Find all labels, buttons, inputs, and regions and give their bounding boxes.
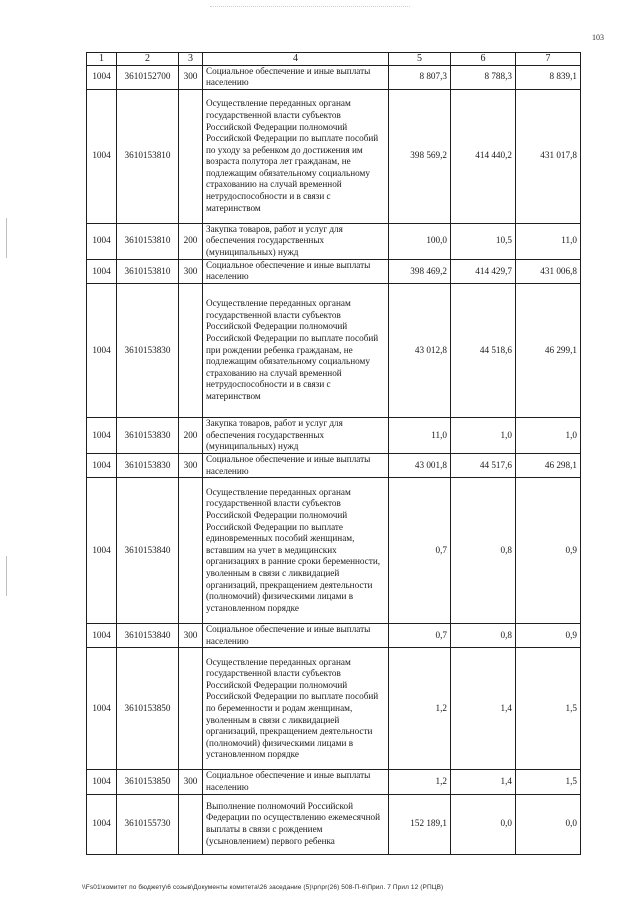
- table-row: [87, 794, 581, 854]
- column-header: 2: [117, 53, 179, 66]
- amount-year-3-cell: 0,9: [516, 478, 581, 624]
- item-name-cell: Осуществление переданных органам государственной власти субъектов Российской Федерации полномочий Российской Федерации по выплате пособий при рождении ребенка гражданам, не подлежащим обязательному социальному страхованию на случай временной нетрудоспособности и в связи с материнством: [203, 283, 389, 417]
- amount-year-1-cell: 0,7: [389, 478, 451, 624]
- item-name-cell: Закупка товаров, работ и услуг для обеспечения государственных (муниципальных) нужд: [203, 223, 389, 259]
- amount-year-1-cell: 11,0: [389, 417, 451, 453]
- amount-year-1-cell: 8 807,3: [389, 65, 451, 89]
- target-article-cell: 3610153850: [117, 770, 179, 794]
- amount-year-1-cell: 398 469,2: [389, 259, 451, 283]
- section-code-cell: 1004: [87, 89, 117, 223]
- table-row: [87, 453, 581, 477]
- target-article-cell: 3610152700: [117, 65, 179, 89]
- amount-year-3-cell: 1,0: [516, 417, 581, 453]
- table-row: [87, 259, 581, 283]
- target-article-cell: 3610153830: [117, 453, 179, 477]
- expense-type-cell: 200: [179, 417, 203, 453]
- section-code-cell: 1004: [87, 417, 117, 453]
- expense-type-cell: 300: [179, 453, 203, 477]
- section-code-cell: 1004: [87, 223, 117, 259]
- item-name-cell: Социальное обеспечение и иные выплаты населению: [203, 259, 389, 283]
- amount-year-3-cell: 431 017,8: [516, 89, 581, 223]
- expense-type-cell: 300: [179, 624, 203, 648]
- target-article-cell: 3610153810: [117, 259, 179, 283]
- expense-type-cell: [179, 89, 203, 223]
- amount-year-2-cell: 414 440,2: [451, 89, 516, 223]
- expense-type-cell: 300: [179, 770, 203, 794]
- expense-type-cell: 300: [179, 259, 203, 283]
- amount-year-2-cell: 1,4: [451, 770, 516, 794]
- table-row: [87, 648, 581, 770]
- amount-year-2-cell: 1,4: [451, 648, 516, 770]
- target-article-cell: 3610153830: [117, 283, 179, 417]
- item-name-cell: Социальное обеспечение и иные выплаты населению: [203, 65, 389, 89]
- amount-year-1-cell: 43 001,8: [389, 453, 451, 477]
- item-name-cell: Социальное обеспечение и иные выплаты населению: [203, 453, 389, 477]
- amount-year-2-cell: 0,8: [451, 624, 516, 648]
- target-article-cell: 3610153830: [117, 417, 179, 453]
- amount-year-2-cell: 8 788,3: [451, 65, 516, 89]
- section-code-cell: 1004: [87, 794, 117, 854]
- expense-type-cell: [179, 478, 203, 624]
- column-header: 1: [87, 53, 117, 66]
- expense-type-cell: 200: [179, 223, 203, 259]
- table-row: [87, 65, 581, 89]
- section-code-cell: 1004: [87, 65, 117, 89]
- item-name-cell: Выполнение полномочий Российской Федерации по осуществлению ежемесячной выплаты в связи с рождением (усыновлением) первого ребенка: [203, 794, 389, 854]
- amount-year-2-cell: 44 518,6: [451, 283, 516, 417]
- amount-year-3-cell: 431 006,8: [516, 259, 581, 283]
- expense-type-cell: [179, 283, 203, 417]
- table-header-row: [87, 53, 581, 66]
- item-name-cell: Осуществление переданных органам государственной власти субъектов Российской Федерации полномочий Российской Федерации по выплате пособий по беременности и родам женщинам, уволенным в связи с ликвидацией организаций, прекращением деятельности (полномочий) физическими лицами в установленном порядке: [203, 648, 389, 770]
- section-code-cell: 1004: [87, 259, 117, 283]
- amount-year-2-cell: 10,5: [451, 223, 516, 259]
- table-row: [87, 283, 581, 417]
- section-code-cell: 1004: [87, 478, 117, 624]
- page-number: 103: [592, 33, 604, 42]
- amount-year-1-cell: 1,2: [389, 770, 451, 794]
- target-article-cell: 3610155730: [117, 794, 179, 854]
- scan-artifact: [210, 6, 410, 8]
- column-header: 7: [516, 53, 581, 66]
- table-row: [87, 417, 581, 453]
- item-name-cell: Закупка товаров, работ и услуг для обеспечения государственных (муниципальных) нужд: [203, 417, 389, 453]
- amount-year-2-cell: 0,0: [451, 794, 516, 854]
- scan-margin-mark: [6, 556, 7, 596]
- amount-year-3-cell: 8 839,1: [516, 65, 581, 89]
- amount-year-1-cell: 100,0: [389, 223, 451, 259]
- table-row: [87, 478, 581, 624]
- target-article-cell: 3610153840: [117, 478, 179, 624]
- amount-year-3-cell: 11,0: [516, 223, 581, 259]
- amount-year-1-cell: 398 569,2: [389, 89, 451, 223]
- table-row: [87, 223, 581, 259]
- target-article-cell: 3610153810: [117, 89, 179, 223]
- table-row: [87, 624, 581, 648]
- item-name-cell: Социальное обеспечение и иные выплаты населению: [203, 624, 389, 648]
- section-code-cell: 1004: [87, 283, 117, 417]
- expense-type-cell: [179, 794, 203, 854]
- amount-year-1-cell: 43 012,8: [389, 283, 451, 417]
- amount-year-3-cell: 46 299,1: [516, 283, 581, 417]
- amount-year-2-cell: 414 429,7: [451, 259, 516, 283]
- file-path-footer: \\Fs01\комитет по бюджету\6 созыв\Документы комитета\26 заседание (5)\pr\pr(26) 508-П-6\Прил. 7 Прил 12 (РПЦВ): [82, 884, 444, 891]
- amount-year-1-cell: 0,7: [389, 624, 451, 648]
- target-article-cell: 3610153810: [117, 223, 179, 259]
- budget-table: [86, 52, 581, 855]
- item-name-cell: Осуществление переданных органам государственной власти субъектов Российской Федерации полномочий Российской Федерации по выплате единовременных пособий женщинам, вставшим на учет в медицинских организациях в ранние сроки беременности, уволенным в связи с ликвидацией организаций, прекращением деятельности (полномочий) физическими лицами в установленном порядке: [203, 478, 389, 624]
- column-header: 4: [203, 53, 389, 66]
- amount-year-3-cell: 0,9: [516, 624, 581, 648]
- amount-year-3-cell: 1,5: [516, 770, 581, 794]
- table-row: [87, 770, 581, 794]
- column-header: 6: [451, 53, 516, 66]
- section-code-cell: 1004: [87, 624, 117, 648]
- scan-margin-mark: [6, 218, 7, 258]
- item-name-cell: Осуществление переданных органам государственной власти субъектов Российской Федерации полномочий Российской Федерации по выплате пособий по уходу за ребенком до достижения им возраста полутора лет гражданам, не подлежащим обязательному социальному страхованию на случай временной нетрудоспособности и в связи с материнством: [203, 89, 389, 223]
- amount-year-3-cell: 1,5: [516, 648, 581, 770]
- column-header: 3: [179, 53, 203, 66]
- table-row: [87, 89, 581, 223]
- section-code-cell: 1004: [87, 648, 117, 770]
- amount-year-1-cell: 1,2: [389, 648, 451, 770]
- expense-type-cell: 300: [179, 65, 203, 89]
- amount-year-3-cell: 46 298,1: [516, 453, 581, 477]
- section-code-cell: 1004: [87, 770, 117, 794]
- target-article-cell: 3610153840: [117, 624, 179, 648]
- amount-year-2-cell: 1,0: [451, 417, 516, 453]
- item-name-cell: Социальное обеспечение и иные выплаты населению: [203, 770, 389, 794]
- amount-year-3-cell: 0,0: [516, 794, 581, 854]
- amount-year-2-cell: 44 517,6: [451, 453, 516, 477]
- amount-year-1-cell: 152 189,1: [389, 794, 451, 854]
- expense-type-cell: [179, 648, 203, 770]
- section-code-cell: 1004: [87, 453, 117, 477]
- column-header: 5: [389, 53, 451, 66]
- target-article-cell: 3610153850: [117, 648, 179, 770]
- amount-year-2-cell: 0,8: [451, 478, 516, 624]
